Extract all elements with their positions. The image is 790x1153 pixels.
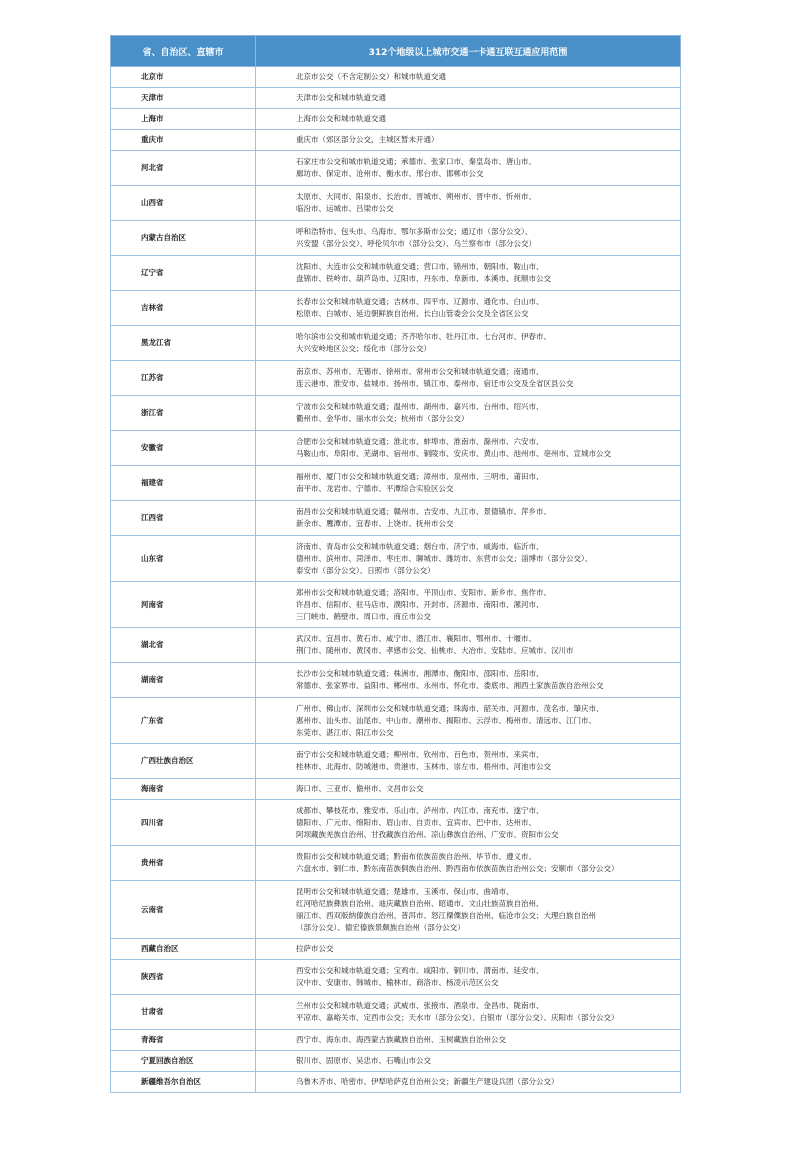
- province-cell: 山西省: [111, 186, 256, 221]
- scope-line: 宁波市公交和城市轨道交通；温州市、湖州市、嘉兴市、台州市、绍兴市、: [296, 402, 544, 411]
- scope-line: 西宁市、海东市、海西蒙古族藏族自治州、玉树藏族自治州公交: [296, 1035, 506, 1044]
- scope-line: 福州市、厦门市公交和城市轨道交通；漳州市、泉州市、三明市、莆田市、: [296, 472, 544, 481]
- province-cell: 宁夏回族自治区: [111, 1051, 256, 1072]
- scope-line: 天津市公交和城市轨道交通: [296, 93, 386, 102]
- table-row: [111, 939, 681, 960]
- scope-line: 银川市、固原市、吴忠市、石嘴山市公交: [296, 1056, 431, 1065]
- province-cell: 甘肃省: [111, 995, 256, 1030]
- table-row: [111, 361, 681, 396]
- province-cell: 湖北省: [111, 628, 256, 663]
- scope-line: 桂林市、北海市、防城港市、贵港市、玉林市、崇左市、梧州市、河池市公交: [296, 762, 551, 771]
- province-cell: 河北省: [111, 151, 256, 186]
- scope-line: 新余市、鹰潭市、宜春市、上饶市、抚州市公交: [296, 519, 454, 528]
- scope-cell: [256, 326, 681, 361]
- scope-cell: [256, 846, 681, 881]
- table-row: [111, 396, 681, 431]
- province-cell: 贵州省: [111, 846, 256, 881]
- scope-cell: [256, 361, 681, 396]
- scope-line: 兰州市公交和城市轨道交通；武威市、张掖市、酒泉市、金昌市、陇南市、: [296, 1001, 544, 1010]
- scope-cell: [256, 698, 681, 744]
- scope-cell: [256, 396, 681, 431]
- scope-line: 三门峡市、鹤壁市、周口市、商丘市公交: [296, 611, 431, 621]
- table-row: [111, 109, 681, 130]
- table-row: [111, 501, 681, 536]
- table-row: [111, 536, 681, 582]
- province-cell: 福建省: [111, 466, 256, 501]
- table-row: [111, 326, 681, 361]
- scope-cell: [256, 151, 681, 186]
- scope-line: 济南市、青岛市公交和城市轨道交通；烟台市、济宁市、威海市、临沂市、: [296, 541, 544, 551]
- scope-line: 阿坝藏族羌族自治州、甘孜藏族自治州、凉山彝族自治州、广安市、资阳市公交: [296, 829, 559, 839]
- scope-line: 临汾市、运城市、吕梁市公交: [296, 204, 394, 213]
- table-row: [111, 779, 681, 800]
- table-row: [111, 1051, 681, 1072]
- table-row: [111, 582, 681, 628]
- province-cell: 浙江省: [111, 396, 256, 431]
- province-cell: 广东省: [111, 698, 256, 744]
- scope-line: 丽江市、西双版纳傣族自治州、普洱市、怒江傈僳族自治州、临沧市公交；大理白族自治州: [296, 910, 596, 920]
- scope-line: 德州市、滨州市、菏泽市、枣庄市、聊城市、潍坊市、东营市公交；淄博市（部分公交）、: [296, 553, 593, 563]
- scope-line: 武汉市、宜昌市、黄石市、咸宁市、潜江市、襄阳市、鄂州市、十堰市、: [296, 634, 536, 643]
- scope-cell: [256, 221, 681, 256]
- scope-line: 东莞市、湛江市、阳江市公交: [296, 727, 394, 737]
- province-cell: 江苏省: [111, 361, 256, 396]
- province-cell: 安徽省: [111, 431, 256, 466]
- scope-line: （部分公交）、德宏傣族景颇族自治州（部分公交）: [296, 922, 465, 932]
- province-cell: 湖南省: [111, 663, 256, 698]
- scope-cell: [256, 800, 681, 846]
- scope-cell: [256, 1051, 681, 1072]
- scope-line: 哈尔滨市公交和城市轨道交通；齐齐哈尔市、牡丹江市、七台河市、伊春市、: [296, 332, 551, 341]
- scope-cell: [256, 939, 681, 960]
- province-cell: 陕西省: [111, 960, 256, 995]
- scope-line: 重庆市（郊区部分公交，主城区暂未开通）: [296, 135, 439, 144]
- scope-line: 六盘水市、铜仁市、黔东南苗族侗族自治州、黔西南布依族苗族自治州公交；安顺市（部分公交）: [296, 864, 619, 873]
- province-cell: 北京市: [111, 67, 256, 88]
- table-row: [111, 88, 681, 109]
- scope-line: 呼和浩特市、包头市、乌海市、鄂尔多斯市公交；通辽市（部分公交）、: [296, 227, 533, 236]
- scope-line: 大兴安岭地区公交；绥化市（部分公交）: [296, 344, 431, 353]
- scope-line: 泰安市（部分公交）、日照市（部分公交）: [296, 565, 435, 575]
- province-cell: 辽宁省: [111, 256, 256, 291]
- table-row: [111, 846, 681, 881]
- table-row: [111, 256, 681, 291]
- scope-line: 惠州市、汕头市、汕尾市、中山市、潮州市、揭阳市、云浮市、梅州市、清远市、江门市、: [296, 715, 596, 725]
- scope-cell: [256, 881, 681, 939]
- scope-line: 西安市公交和城市轨道交通；宝鸡市、咸阳市、铜川市、渭南市、延安市、: [296, 966, 544, 975]
- table-row: [111, 628, 681, 663]
- scope-line: 郑州市公交和城市轨道交通；洛阳市、平顶山市、安阳市、新乡市、焦作市、: [296, 587, 551, 597]
- scope-cell: [256, 663, 681, 698]
- table-row: [111, 698, 681, 744]
- scope-line: 长春市公交和城市轨道交通；吉林市、四平市、辽源市、通化市、白山市、: [296, 297, 544, 306]
- scope-cell: [256, 582, 681, 628]
- province-cell: 天津市: [111, 88, 256, 109]
- scope-line: 荆门市、随州市、黄冈市、孝感市公交、仙桃市、大冶市、安陆市、应城市、汉川市: [296, 646, 574, 655]
- table-row: [111, 186, 681, 221]
- province-cell: 吉林省: [111, 291, 256, 326]
- scope-line: 海口市、三亚市、儋州市、文昌市公交: [296, 784, 424, 793]
- scope-line: 汉中市、安康市、韩城市、榆林市、商洛市、杨凌示范区公交: [296, 978, 499, 987]
- scope-cell: [256, 995, 681, 1030]
- table-row: [111, 1072, 681, 1093]
- scope-cell: [256, 256, 681, 291]
- scope-cell: [256, 431, 681, 466]
- scope-line: 平凉市、嘉峪关市、定西市公交；天水市（部分公交）、白银市（部分公交）、庆阳市（部分公交）: [296, 1013, 619, 1022]
- table-row: [111, 881, 681, 939]
- scope-cell: [256, 744, 681, 779]
- scope-cell: [256, 960, 681, 995]
- province-cell: 西藏自治区: [111, 939, 256, 960]
- scope-line: 盘锦市、铁岭市、葫芦岛市、辽阳市、丹东市、阜新市、本溪市、抚顺市公交: [296, 274, 551, 283]
- table-body: [111, 67, 681, 1093]
- province-cell: 山东省: [111, 536, 256, 582]
- scope-cell: [256, 88, 681, 109]
- province-cell: 广西壮族自治区: [111, 744, 256, 779]
- scope-cell: [256, 67, 681, 88]
- scope-line: 拉萨市公交: [296, 944, 334, 953]
- scope-line: 衢州市、金华市、丽水市公交；杭州市（部分公交）: [296, 414, 469, 423]
- coverage-table-container: [110, 35, 680, 1093]
- province-cell: 青海省: [111, 1030, 256, 1051]
- table-row: [111, 291, 681, 326]
- table-row: [111, 1030, 681, 1051]
- scope-line: 廊坊市、保定市、沧州市、衡水市、邢台市、邯郸市公交: [296, 169, 484, 178]
- province-cell: 云南省: [111, 881, 256, 939]
- table-header-row: [111, 36, 681, 67]
- province-cell: 江西省: [111, 501, 256, 536]
- scope-line: 松原市、白城市、延边朝鲜族自治州、长白山管委会公交及全省区公交: [296, 309, 529, 318]
- scope-cell: [256, 628, 681, 663]
- scope-line: 南宁市公交和城市轨道交通；柳州市、钦州市、百色市、贺州市、来宾市、: [296, 750, 544, 759]
- scope-cell: [256, 1072, 681, 1093]
- scope-line: 南平市、龙岩市、宁德市、平潭综合实验区公交: [296, 484, 454, 493]
- scope-line: 常德市、张家界市、益阳市、郴州市、永州市、怀化市、娄底市、湘西土家族苗族自治州公交: [296, 681, 604, 690]
- scope-line: 长沙市公交和城市轨道交通；株洲市、湘潭市、衡阳市、邵阳市、岳阳市、: [296, 669, 544, 678]
- scope-line: 太原市、大同市、阳泉市、长治市、晋城市、朔州市、晋中市、忻州市、: [296, 192, 536, 201]
- table-row: [111, 130, 681, 151]
- table-row: [111, 466, 681, 501]
- coverage-table: [110, 35, 681, 1093]
- scope-line: 昆明市公交和城市轨道交通；楚雄市、玉溪市、保山市、曲靖市、: [296, 886, 514, 896]
- table-row: [111, 663, 681, 698]
- province-cell: 新疆维吾尔自治区: [111, 1072, 256, 1093]
- table-row: [111, 221, 681, 256]
- scope-line: 合肥市公交和城市轨道交通；淮北市、蚌埠市、淮南市、滁州市、六安市、: [296, 437, 544, 446]
- scope-line: 沈阳市、大连市公交和城市轨道交通；营口市、锦州市、朝阳市、鞍山市、: [296, 262, 544, 271]
- scope-cell: [256, 291, 681, 326]
- scope-line: 马鞍山市、阜阳市、芜湖市、宿州市、铜陵市、安庆市、黄山市、池州市、亳州市、宣城市公交: [296, 449, 611, 458]
- table-row: [111, 995, 681, 1030]
- scope-line: 石家庄市公交和城市轨道交通；承德市、张家口市、秦皇岛市、唐山市、: [296, 157, 536, 166]
- scope-cell: [256, 536, 681, 582]
- table-row: [111, 67, 681, 88]
- scope-line: 德阳市、广元市、绵阳市、眉山市、自贡市、宜宾市、巴中市、达州市、: [296, 817, 536, 827]
- province-cell: 内蒙古自治区: [111, 221, 256, 256]
- header-province: 省、自治区、直辖市: [111, 36, 256, 67]
- scope-line: 连云港市、淮安市、盐城市、扬州市、镇江市、泰州市、宿迁市公交及全省区县公交: [296, 379, 574, 388]
- scope-cell: [256, 109, 681, 130]
- scope-line: 上海市公交和城市轨道交通: [296, 114, 386, 123]
- table-row: [111, 151, 681, 186]
- scope-line: 兴安盟（部分公交）、呼伦贝尔市（部分公交）、乌兰察布市（部分公交）: [296, 239, 536, 248]
- province-cell: 河南省: [111, 582, 256, 628]
- province-cell: 四川省: [111, 800, 256, 846]
- table-row: [111, 431, 681, 466]
- scope-cell: [256, 779, 681, 800]
- scope-cell: [256, 466, 681, 501]
- scope-cell: [256, 130, 681, 151]
- header-scope: 312个地级以上城市交通一卡通互联互通应用范围: [256, 36, 681, 67]
- scope-line: 红河哈尼族彝族自治州、迪庆藏族自治州、昭通市、文山壮族苗族自治州、: [296, 898, 544, 908]
- province-cell: 上海市: [111, 109, 256, 130]
- province-cell: 重庆市: [111, 130, 256, 151]
- scope-line: 南昌市公交和城市轨道交通；赣州市、吉安市、九江市、景德镇市、萍乡市、: [296, 507, 551, 516]
- table-row: [111, 960, 681, 995]
- table-row: [111, 800, 681, 846]
- province-cell: 黑龙江省: [111, 326, 256, 361]
- table-row: [111, 744, 681, 779]
- scope-line: 许昌市、信阳市、驻马店市、濮阳市、开封市、济源市、南阳市、漯河市、: [296, 599, 544, 609]
- scope-cell: [256, 186, 681, 221]
- scope-line: 贵阳市公交和城市轨道交通；黔南布依族苗族自治州、毕节市、遵义市、: [296, 852, 536, 861]
- scope-cell: [256, 1030, 681, 1051]
- scope-line: 乌鲁木齐市、哈密市、伊犁哈萨克自治州公交；新疆生产建设兵团（部分公交）: [296, 1077, 559, 1086]
- scope-line: 南京市、苏州市、无锡市、徐州市、常州市公交和城市轨道交通；南通市、: [296, 367, 544, 376]
- scope-cell: [256, 501, 681, 536]
- scope-line: 北京市公交（不含定制公交）和城市轨道交通: [296, 72, 446, 81]
- scope-line: 成都市、攀枝花市、雅安市、乐山市、泸州市、内江市、南充市、遂宁市、: [296, 805, 544, 815]
- province-cell: 海南省: [111, 779, 256, 800]
- scope-line: 广州市、佛山市、深圳市公交和城市轨道交通；珠海市、韶关市、河源市、茂名市、肇庆市、: [296, 703, 604, 713]
